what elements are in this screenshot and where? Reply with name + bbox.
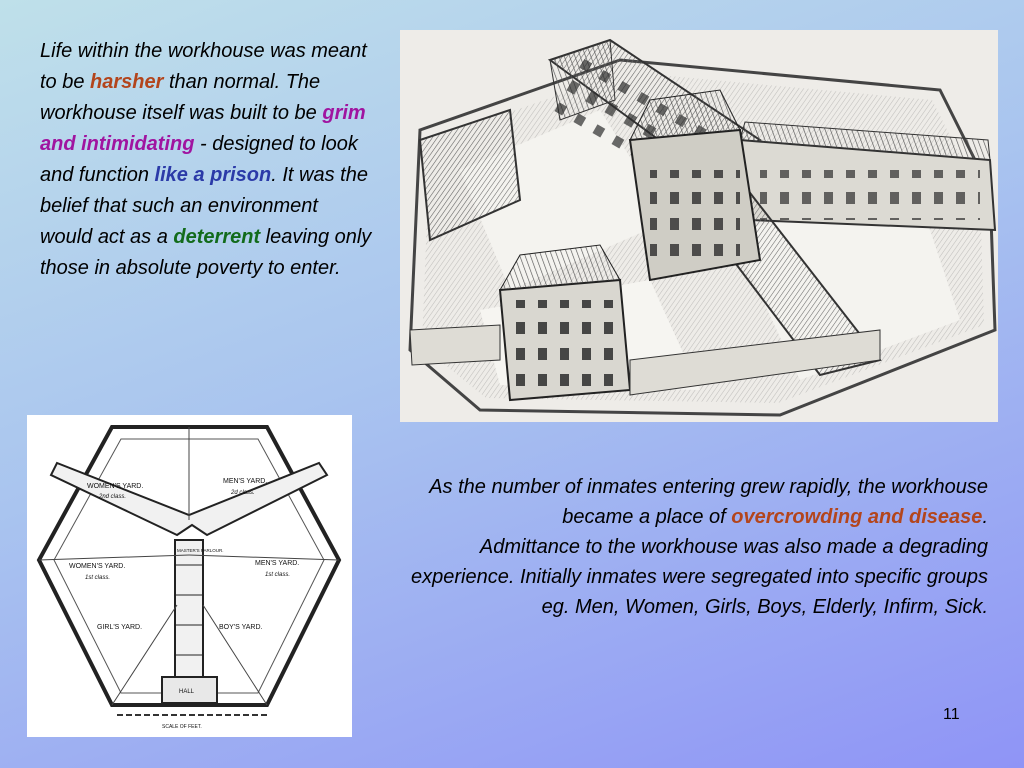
plan-label-mens-yard-2-class: 2d class. xyxy=(231,490,255,496)
highlight-prison: like a prison xyxy=(154,164,272,186)
text-segment: As the number of inmates entering grew rapidly, the workhouse became a place of xyxy=(429,476,988,528)
workhouse-engraving-image xyxy=(400,30,998,422)
text-segment: Admittance to the workhouse was also made a degrading experience. Initially inmates were segregated into specific groups eg. Men, Women, Girls, Boys, Elderly, Infirm, Sick. xyxy=(411,536,988,618)
plan-label-girls-yard: GIRL'S YARD. xyxy=(97,624,143,631)
text-segment: than normal. The workhouse itself was built to be xyxy=(40,71,323,124)
text-segment: leaving only those in absolute poverty to enter. xyxy=(40,226,372,279)
plan-label-womens-yard-2: WOMEN'S YARD. xyxy=(87,483,144,490)
plan-label-mens-yard-2: MEN'S YARD. xyxy=(223,478,268,485)
workhouse-floor-plan-image xyxy=(27,415,352,737)
plan-label-mens-yard-1-class: 1st class. xyxy=(265,572,291,578)
highlight-overcrowding: overcrowding and disease xyxy=(731,506,983,528)
highlight-harsher: harsher xyxy=(90,71,164,93)
plan-label-mens-yard-1: MEN'S YARD. xyxy=(255,560,300,567)
text-segment: Life within the workhouse was meant to be xyxy=(40,40,367,93)
workhouse-engraving-drawing xyxy=(400,30,998,422)
overcrowding-paragraph xyxy=(410,472,988,622)
plan-label-hall: HALL xyxy=(179,689,195,695)
text-segment: . xyxy=(982,506,988,528)
page-number: 11 xyxy=(943,706,960,723)
plan-label-womens-yard-1-class: 1st class. xyxy=(85,575,111,581)
plan-label-scale: SCALE OF FEET. xyxy=(162,724,202,730)
workhouse-floor-plan-drawing xyxy=(27,415,352,737)
highlight-deterrent: deterrent xyxy=(173,226,261,248)
text-segment: - designed to look and function xyxy=(40,133,358,186)
plan-label-master-parlour: MASTER'S PARLOUR. xyxy=(177,548,224,553)
intro-paragraph xyxy=(40,36,375,284)
plan-label-womens-yard-1: WOMEN'S YARD. xyxy=(69,563,126,570)
plan-label-boys-yard: BOY'S YARD. xyxy=(219,624,263,631)
highlight-grim: grim and intimidating xyxy=(40,102,366,155)
plan-label-womens-yard-2-class: 2nd class. xyxy=(99,494,127,500)
text-segment: . It was the belief that such an environment would act as a xyxy=(40,164,368,248)
